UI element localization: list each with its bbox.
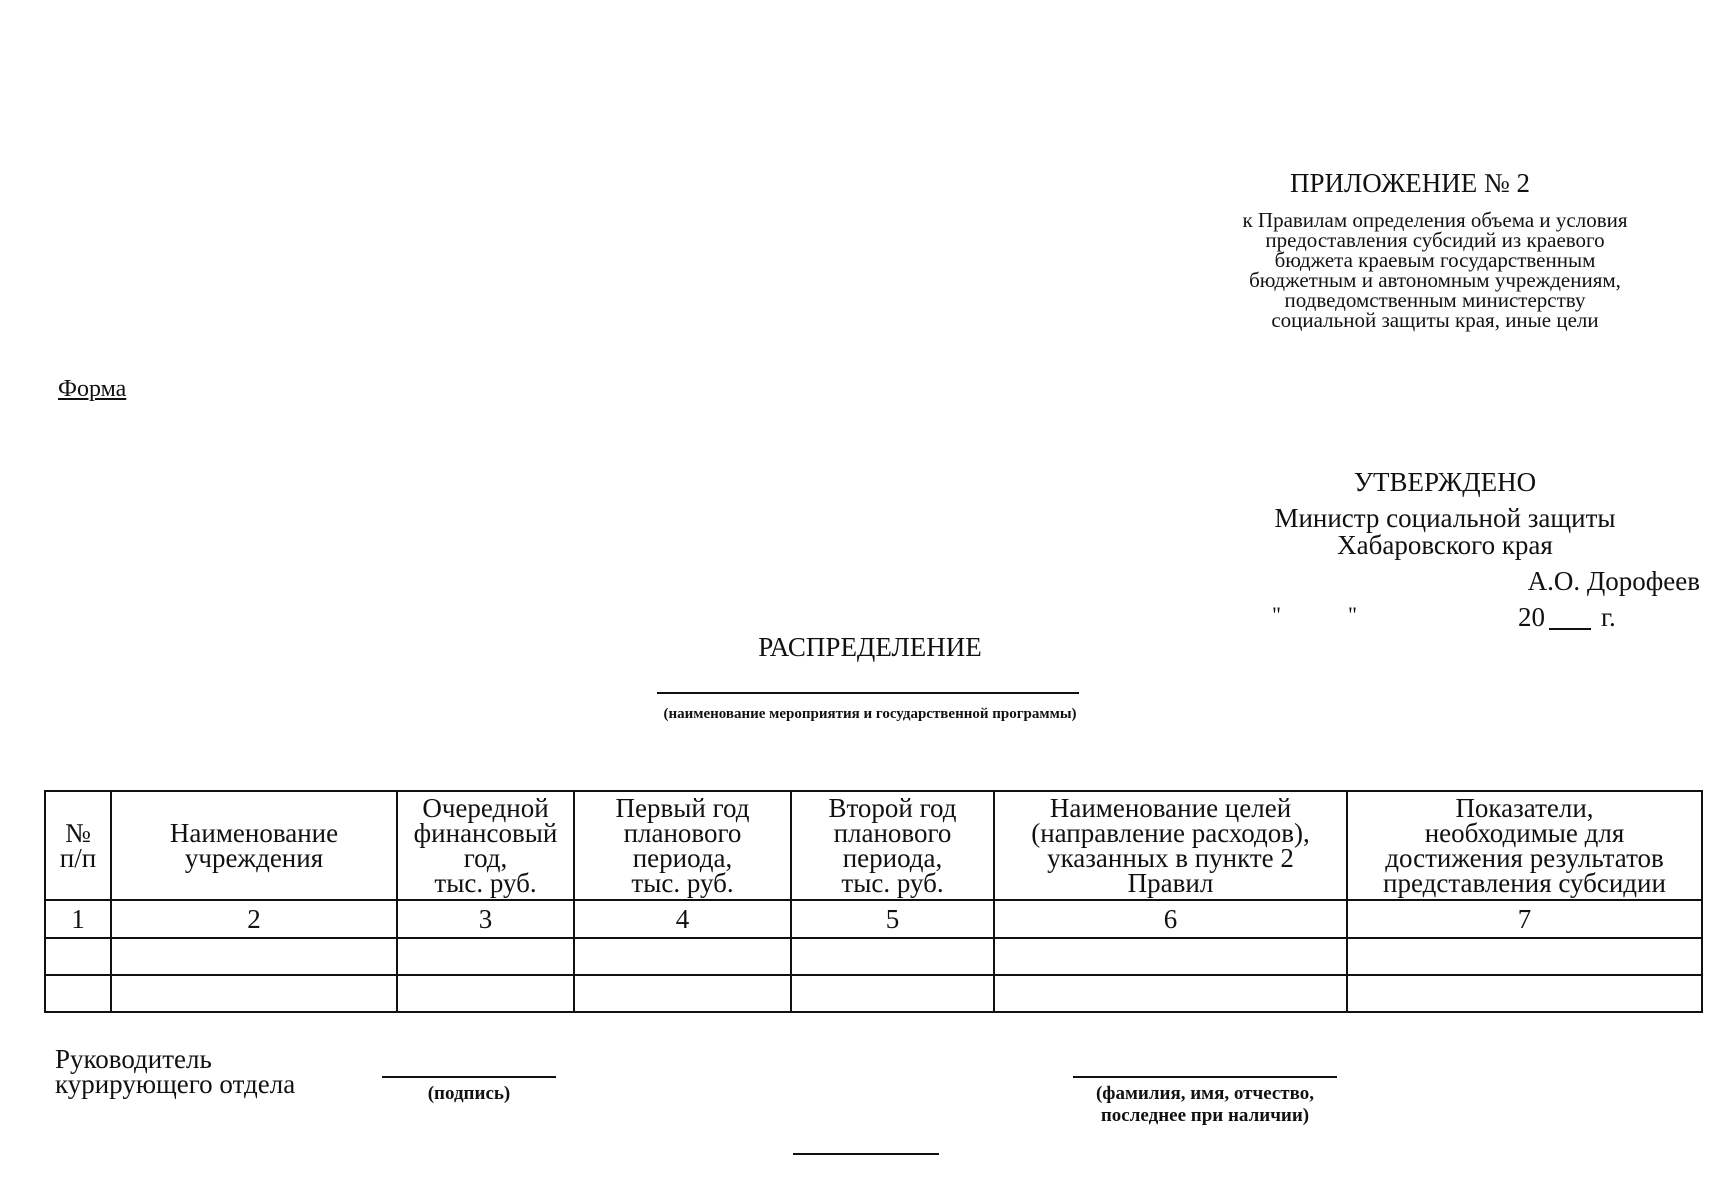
header-line: тыс. руб. [434,867,537,898]
table-cell [1347,938,1702,975]
header-line: Первый год [615,792,750,823]
header-line: достижения результатов [1385,842,1664,873]
column-number-row [45,900,1702,938]
header-line: тыс. руб. [631,867,734,898]
table-row [45,938,1702,975]
table-cell [1347,975,1702,1012]
table-cell [45,938,111,975]
bottom-blank-line [793,1153,939,1155]
approval-name: А.О. Дорофеев [1527,566,1700,596]
head-label-line: курирующего отдела [55,1069,296,1099]
title-blank-line [657,692,1079,694]
full-name-caption-line: (фамилия, имя, отчество, [1095,1083,1315,1104]
header-line: Правил [1127,867,1214,898]
header-cell [397,791,574,900]
distribution-table [44,790,1703,1013]
header-cell [111,791,397,900]
column-number: 5 [791,900,994,938]
approval-role-line: Хабаровского края [1337,530,1553,560]
table-row [45,975,1702,1012]
table-cell [994,975,1347,1012]
signature-caption: (подпись) [427,1083,511,1104]
table-cell [574,975,791,1012]
header-line: (направление расходов), [1031,817,1310,848]
date-quote-close: " [1348,602,1357,627]
appendix-line: бюджета краевым государственным [1274,248,1596,272]
header-line: Показатели, [1455,792,1594,823]
table-cell [45,975,111,1012]
header-line: п/п [59,842,97,873]
table-cell [397,938,574,975]
table-cell [791,938,994,975]
appendix-line: социальной защиты края, иные цели [1271,308,1599,332]
header-line: необходимые для [1424,817,1625,848]
head-label-line: Руководитель [55,1044,212,1074]
table-cell [574,938,791,975]
header-line: представления субсидии [1383,867,1666,898]
table-cell [111,938,397,975]
form-label: Форма [58,376,127,402]
header-cell [45,791,111,900]
table-cell [397,975,574,1012]
head-of-department-label [55,1044,296,1099]
column-number: 2 [111,900,397,938]
full-name-caption [1060,1083,1350,1127]
table-cell [111,975,397,1012]
header-line: Очередной [422,792,549,823]
header-cell [1347,791,1702,900]
column-number: 1 [45,900,111,938]
appendix-line: к Правилам определения объема и условия [1242,208,1628,232]
header-line: Второй год [828,792,957,823]
table-cell [791,975,994,1012]
header-line: планового [623,817,742,848]
appendix-line: бюджетным и автономным учреждениям, [1249,268,1621,292]
header-line: Наименование [169,817,339,848]
header-line: год, [463,842,508,873]
table-header-row [45,791,1702,900]
title-caption: (наименование мероприятия и государственной программы) [663,706,1077,722]
appendix-line: предоставления субсидий из краевого [1265,228,1605,252]
full-name-line [1073,1076,1337,1078]
year-prefix: 20 [1518,602,1545,632]
header-cell [994,791,1347,900]
approval-role [1225,505,1665,559]
header-line: Наименование целей [1049,792,1292,823]
year-suffix: г. [1601,602,1616,632]
appendix-text [1190,210,1680,330]
year-blank-line [1549,628,1591,630]
column-number: 6 [994,900,1347,938]
appendix-title: ПРИЛОЖЕНИЕ № 2 [1289,168,1531,198]
column-number: 3 [397,900,574,938]
approval-role-line: Министр социальной защиты [1274,503,1616,533]
header-cell [791,791,994,900]
header-line: планового [833,817,952,848]
header-line: периода, [842,842,943,873]
header-line: тыс. руб. [841,867,944,898]
full-name-caption-line: последнее при наличии) [1100,1105,1310,1126]
header-line: № [65,817,91,848]
column-number: 4 [574,900,791,938]
header-cell [574,791,791,900]
header-line: финансовый [413,817,558,848]
approval-title: УТВЕРЖДЕНО [1353,467,1537,497]
date-quote-open: " [1272,602,1281,627]
column-number: 7 [1347,900,1702,938]
header-line: указанных в пункте 2 [1047,842,1294,873]
appendix-line: подведомственным министерству [1284,288,1586,312]
header-line: периода, [632,842,733,873]
signature-line [382,1076,556,1078]
document-title: РАСПРЕДЕЛЕНИЕ [758,632,982,662]
header-line: учреждения [184,842,324,873]
table-cell [994,938,1347,975]
